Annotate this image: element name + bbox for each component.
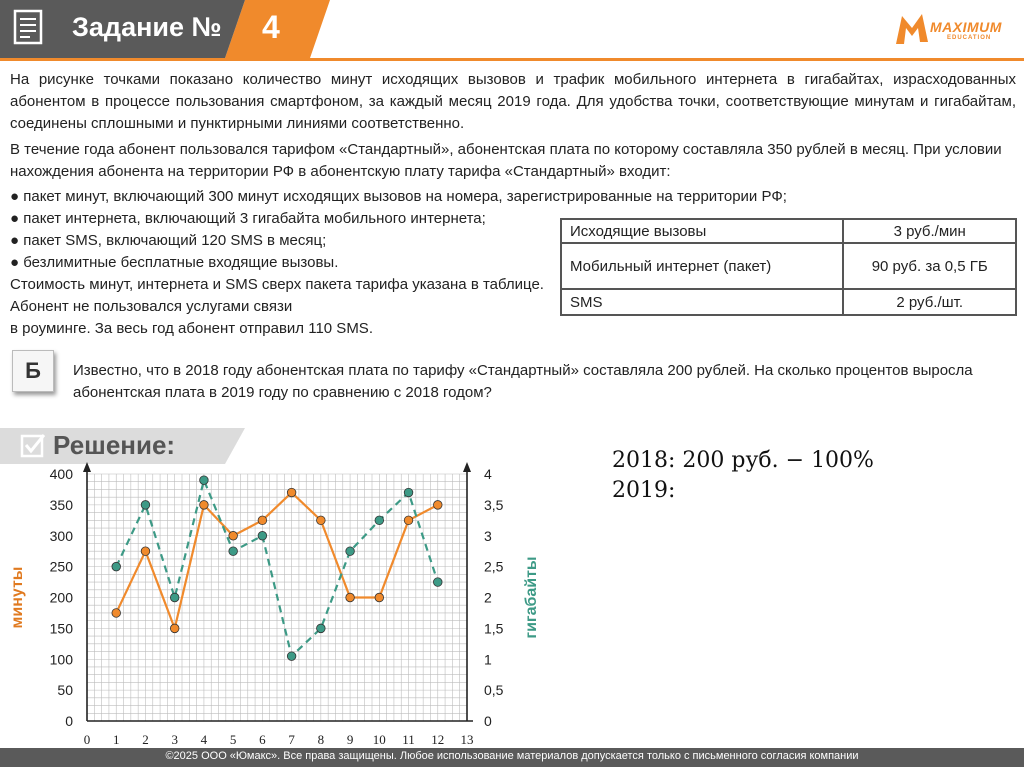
- right-axis-arrow-icon: [463, 462, 471, 472]
- left-axis-label: минуты: [9, 566, 26, 629]
- bullet-internet: ● пакет интернета, включающий 3 гигабайта мобильного интернета;: [10, 210, 486, 227]
- right-axis-label: гигабайты: [523, 556, 540, 639]
- question-badge: Б: [12, 350, 54, 392]
- page-title: Задание №: [72, 12, 222, 42]
- logo-subtext: EDUCATION: [947, 35, 992, 41]
- x-tick-label: 4: [200, 732, 208, 747]
- header-divider: [0, 58, 1024, 61]
- copyright-text: ©2025 ООО «Юмакс». Все права защищены. Любое использование материалов допускается только с письменного согласия компании: [165, 750, 859, 762]
- x-tick-label: 2: [142, 732, 149, 747]
- minutes-data-point: [200, 501, 209, 510]
- answer-line-2018: 2018: 200 руб. − 100%: [612, 448, 874, 473]
- table-row: [561, 219, 1016, 243]
- gigabytes-data-point: [346, 547, 355, 556]
- x-tick-label: 11: [402, 732, 415, 747]
- gigabytes-data-point: [375, 516, 384, 525]
- gigabytes-data-point: [433, 578, 442, 587]
- x-tick-label: 7: [288, 732, 295, 747]
- right-tick-label: 0,5: [484, 682, 504, 699]
- minutes-data-point: [404, 516, 413, 525]
- left-tick-label: 200: [49, 589, 73, 606]
- gigabytes-data-point: [317, 624, 326, 633]
- minutes-data-point: [229, 531, 238, 540]
- minutes-data-point: [317, 516, 326, 525]
- table-cell-service: SMS: [561, 289, 843, 315]
- gigabytes-data-point: [229, 547, 238, 556]
- maximum-logo: [892, 10, 1016, 50]
- right-tick-label: 1: [484, 651, 492, 668]
- x-tick-label: 0: [83, 732, 91, 747]
- table-cell-price: 90 руб. за 0,5 ГБ: [843, 243, 1016, 289]
- gigabytes-data-point: [404, 488, 413, 497]
- left-tick-label: 250: [49, 558, 73, 575]
- bullet-incoming: ● безлимитные бесплатные входящие вызовы.: [10, 254, 339, 271]
- minutes-data-point: [112, 609, 121, 618]
- x-tick-label: 12: [431, 732, 445, 747]
- gigabytes-data-point: [287, 652, 296, 661]
- left-tick-label: 400: [49, 466, 73, 482]
- x-tick-label: 9: [346, 732, 354, 747]
- sms-count-note: в роуминге. За весь год абонент отправил 110 SMS.: [10, 320, 373, 337]
- intro-paragraph-1: На рисунке точками показано количество минут исходящих вызовов и трафик мобильного интернета в гигабайтах, израсходованных абонентом в процессе пользования смартфоном, за каждый месяц 2019 года. Для удобства точки, соответствующие минутам и гигабайтам, соединены сплошными и пунктирными линиями соответственно.: [10, 71, 1016, 132]
- left-tick-label: 100: [49, 651, 73, 668]
- table-cell-service: Мобильный интернет (пакет): [561, 243, 843, 289]
- minutes-data-point: [433, 501, 442, 510]
- gigabytes-data-point: [200, 476, 209, 485]
- left-tick-label: 0: [65, 713, 73, 729]
- footer: [0, 748, 1024, 767]
- task-number: 4: [262, 9, 280, 45]
- left-tick-label: 50: [57, 682, 73, 699]
- left-tick-label: 300: [49, 527, 73, 544]
- answer-line-2019: 2019:: [612, 478, 676, 503]
- question-text: Известно, что в 2018 году абонентская плата по тарифу «Стандартный» составляла 200 рублей. На сколько процентов выросла абонентская плата в 2019 году по сравнению с 2018 годом?: [73, 362, 973, 401]
- left-tick-label: 350: [49, 496, 73, 513]
- table-cell-price: 2 руб./шт.: [843, 289, 1016, 315]
- bullet-minutes: ● пакет минут, включающий 300 минут исходящих вызовов на номера, зарегистрированные на территории РФ;: [10, 188, 787, 205]
- document-icon: [13, 9, 47, 47]
- extra-cost-note: Стоимость минут, интернета и SMS сверх пакета тарифа указана в таблице.: [10, 276, 544, 293]
- x-tick-label: 13: [460, 732, 474, 747]
- right-tick-label: 2,5: [484, 558, 504, 575]
- x-tick-label: 10: [372, 732, 386, 747]
- logo-text: MAXIMUM: [930, 19, 1002, 35]
- gigabytes-data-point: [258, 531, 267, 540]
- header: [0, 0, 1024, 62]
- x-tick-label: 3: [171, 732, 178, 747]
- x-tick-label: 5: [229, 732, 237, 747]
- minutes-data-point: [170, 624, 179, 633]
- right-tick-label: 3,5: [484, 496, 504, 513]
- minutes-data-point: [375, 593, 384, 602]
- table-row: [561, 289, 1016, 315]
- x-tick-label: 6: [259, 732, 266, 747]
- usage-chart: [0, 460, 540, 748]
- tariff-table: [560, 218, 1017, 316]
- right-tick-label: 3: [484, 527, 492, 544]
- right-tick-label: 2: [484, 589, 492, 606]
- table-row: [561, 243, 1016, 289]
- gigabytes-data-point: [170, 593, 179, 602]
- x-tick-label: 1: [112, 732, 120, 747]
- left-tick-label: 150: [49, 620, 73, 637]
- right-tick-label: 1,5: [484, 620, 504, 637]
- minutes-data-point: [141, 547, 150, 556]
- table-cell-price: 3 руб./мин: [843, 219, 1016, 243]
- gigabytes-data-point: [112, 562, 121, 571]
- minutes-data-point: [346, 593, 355, 602]
- logo-mark-icon: [892, 10, 932, 50]
- checkbox-icon: [20, 432, 46, 458]
- minutes-data-point: [287, 488, 296, 497]
- right-tick-label: 0: [484, 713, 492, 729]
- roaming-note: Абонент не пользовался услугами связи: [10, 298, 293, 315]
- left-axis-arrow-icon: [83, 462, 91, 472]
- x-tick-label: 8: [317, 732, 325, 747]
- intro-paragraph-2: В течение года абонент пользовался тарифом «Стандартный», абонентская плата по которому составляла 350 рублей в месяц. При условии нахождения абонента на территории РФ в абонентскую плату тарифа «Стандартный» входит:: [10, 141, 1002, 180]
- solution-title: Решение:: [53, 430, 176, 460]
- minutes-data-point: [258, 516, 267, 525]
- table-cell-service: Исходящие вызовы: [561, 219, 843, 243]
- right-tick-label: 4: [484, 466, 492, 482]
- gigabytes-data-point: [141, 501, 150, 510]
- bullet-sms: ● пакет SMS, включающий 120 SMS в месяц;: [10, 232, 327, 249]
